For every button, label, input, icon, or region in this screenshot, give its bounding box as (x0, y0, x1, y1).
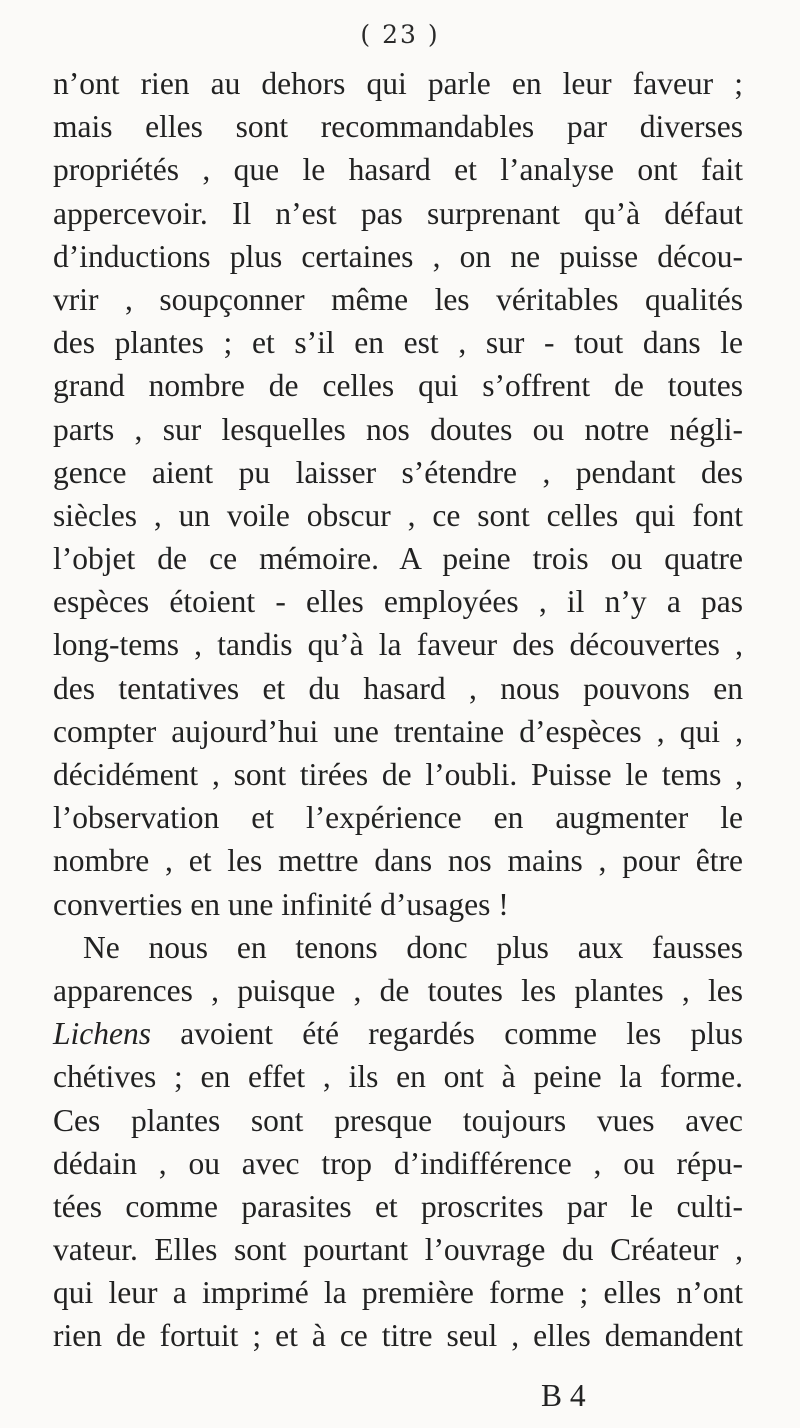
text-line: mais elles sont recommandables par diverses (53, 109, 743, 145)
italic-term: Lichens (53, 1016, 151, 1052)
text-line: dédain , ou avec trop d’indifférence , ou répu- (53, 1145, 743, 1181)
text-line: parts , sur lesquelles nos doutes ou notre négli- (53, 411, 743, 447)
text-line: rien de fortuit ; et à ce titre seul , elles demandent (53, 1318, 743, 1354)
text-line: d’inductions plus certaines , on ne puisse décou- (53, 238, 743, 274)
text-line: converties en une infinité d’usages ! (53, 886, 509, 922)
signature-mark: B 4 (541, 1378, 586, 1413)
text-line: décidément , sont tirées de l’oubli. Puisse le tems , (53, 757, 743, 792)
text-line: siècles , un voile obscur , ce sont celles qui font (53, 497, 743, 533)
text-line: grand nombre de celles qui s’offrent de toutes (53, 368, 743, 404)
text-line: espèces étoient - elles employées , il n’y a pas (53, 584, 743, 620)
text-line: l’objet de ce mémoire. A peine trois ou quatre (53, 541, 743, 577)
text-line: vrir , soupçonner même les véritables qualités (53, 281, 743, 317)
text-line: long-tems , tandis qu’à la faveur des découvertes , (53, 627, 743, 663)
text-line: des tentatives et du hasard , nous pouvons en (53, 670, 743, 706)
text-line: appercevoir. Il n’est pas surprenant qu’à défaut (53, 195, 743, 231)
text-line-rest: avoient été regardés comme les plus (180, 1016, 743, 1052)
text-line: propriétés , que le hasard et l’analyse ont fait (53, 152, 743, 188)
body-text (53, 62, 743, 1358)
text-line: nombre , et les mettre dans nos mains , pour être (53, 843, 743, 879)
text-line: l’observation et l’expérience en augmenter le (53, 800, 743, 836)
text-line: qui leur a imprimé la première forme ; elles n’ont (53, 1275, 743, 1311)
text-line: Ces plantes sont presque toujours vues avec (53, 1102, 743, 1138)
text-line: n’ont rien au dehors qui parle en leur faveur ; (53, 66, 743, 101)
text-line: tées comme parasites et proscrites par le culti- (53, 1188, 743, 1224)
text-line: des plantes ; et s’il en est , sur - tout dans le (53, 325, 743, 361)
text-line: chétives ; en effet , ils en ont à peine la forme. (53, 1059, 743, 1095)
text-line: compter aujourd’hui une trentaine d’espèces , qui , (53, 713, 743, 749)
text-line: vateur. Elles sont pourtant l’ouvrage du Créateur , (53, 1232, 743, 1268)
paragraph-start-line: Ne nous en tenons donc plus aux fausses (83, 929, 743, 965)
text-line: apparences , puisque , de toutes les plantes , les (53, 972, 743, 1008)
page-number: ( 23 ) (360, 20, 440, 49)
text-line-with-italic (53, 1012, 743, 1055)
text-line: gence aient pu laisser s’étendre , pendant des (53, 454, 743, 490)
